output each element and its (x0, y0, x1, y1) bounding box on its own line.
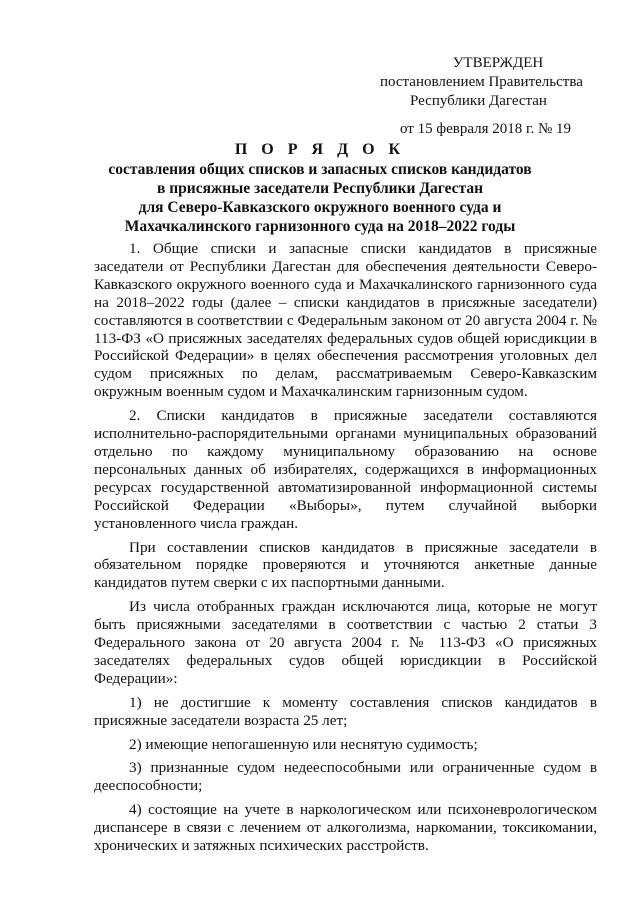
paragraph: 2. Списки кандидатов в присяжные заседатели составляются исполнительно-распорядительными органами муниципальных образований отдельно по каждому муниципальному образованию на основе персональных данных об избирателях, содержащихся в информационных ресурсах государственной автоматизированной информационной системы Российской Федерации «Выборы», путем случайной выборки установленного числа граждан. (94, 407, 597, 532)
approval-date: от 15 февраля 2018 г. № 19 (400, 121, 572, 137)
document-heading (0, 140, 640, 236)
heading-line: в присяжные заседатели Республики Дагестан (156, 180, 484, 197)
approval-government: Республики Дагестан (410, 93, 547, 109)
heading-line: Махачкалинского гарнизонного суда на 2018–2022 годы (124, 218, 516, 235)
list-item: 1) не достигшие к моменту составления списков кандидатов в присяжные заседатели возраста 25 лет; (94, 693, 597, 729)
approval-authority: постановлением Правительства (380, 74, 583, 90)
list-item: 3) признанные судом недееспособными или ограниченные судом в дееспособности; (94, 759, 597, 795)
document-name: П О Р Я Д О К (234, 141, 406, 158)
list-item: 4) состоящие на учете в наркологическом или психоневрологическом диспансере в связи с лечением от алкоголизма, наркомании, токсикомании, хронических и затяжных психических расстройств. (94, 801, 597, 855)
paragraph: При составлении списков кандидатов в присяжные заседатели в обязательном порядке проверяются и уточняются анкетные данные кандидатов путем сверки с их паспортными данными. (94, 538, 597, 592)
approval-title: УТВЕРЖДЕН (452, 55, 544, 71)
list-item: 2) имеющие непогашенную или неснятую судимость; (129, 735, 478, 753)
paragraph: 1. Общие списки и запасные списки кандидатов в присяжные заседатели от Республики Дагестан для обеспечения деятельности Северо-Кавказского окружного военного суда и Махачкалинского гарнизонного суда на 2018–2022 годы (далее – списки кандидатов в присяжные заседатели) составляются в соответствии с Федеральным законом от 20 августа 2004 г. № 113-ФЗ «О присяжных заседателях федеральных судов общей юрисдикции в Российской Федерации» в целях обеспечения рассмотрения уголовных дел судом присяжных по делам, рассматриваемым Северо-Кавказским окружным военным судом и Махачкалинским гарнизонным судом. (94, 240, 597, 401)
approval-block (360, 54, 600, 139)
heading-line: для Северо-Кавказского окружного военного суда и (138, 199, 502, 216)
heading-line: составления общих списков и запасных списков кандидатов (108, 161, 532, 178)
paragraph: Из числа отобранных граждан исключаются лица, которые не могут быть присяжными заседателями в соответствии с частью 2 статьи 3 Федерального закона от 20 августа 2004 г. № 113-ФЗ «О присяжных заседателях федеральных судов общей юрисдикции в Российской Федерации»: (94, 598, 597, 687)
document-body (94, 240, 597, 861)
